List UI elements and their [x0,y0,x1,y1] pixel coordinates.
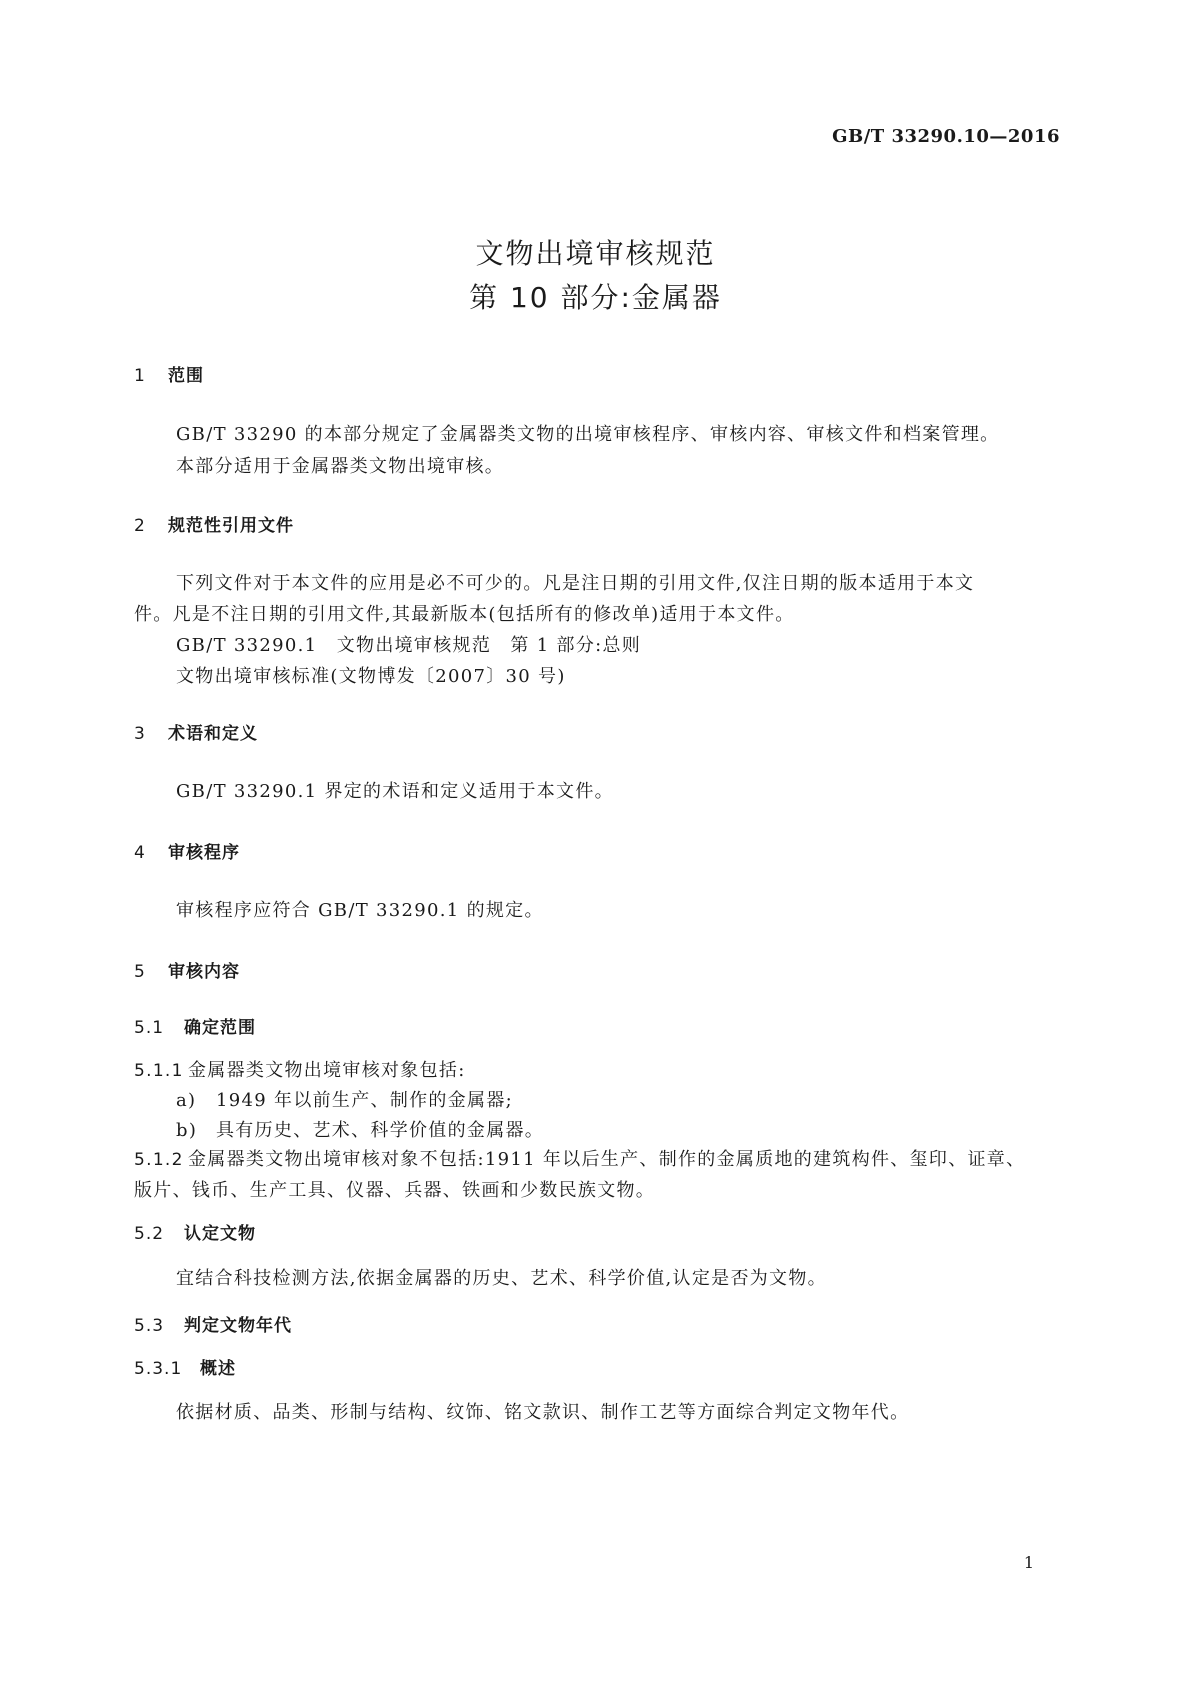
section-title: 范围 [168,366,204,386]
paragraph: 审核程序应符合 GB/T 33290.1 的规定。 [176,900,544,921]
paragraph: GB/T 33290.1 界定的术语和定义适用于本文件。 [176,781,614,802]
clause-number: 5.1.2 [134,1150,184,1170]
list-label: b) [176,1120,198,1141]
list-item [176,1116,544,1142]
clause-text: 金属器类文物出境审核对象包括: [188,1060,466,1081]
reference-item: 文物出境审核标准(文物博发〔2007〕30 号) [176,666,566,687]
section-title: 规范性引用文件 [168,516,294,536]
section-title: 概述 [200,1359,236,1379]
section-number: 2 [134,516,146,536]
section-title: 术语和定义 [168,724,258,744]
clause-5-1-2 [134,1145,1025,1171]
list-label: a) [176,1090,197,1111]
section-number: 5.2 [134,1224,165,1244]
paragraph: 件。凡是不注日期的引用文件,其最新版本(包括所有的修改单)适用于本文件。 [134,604,795,625]
section-1-heading [134,361,204,386]
section-title: 认定文物 [184,1224,256,1244]
list-item [176,1086,513,1112]
page-number: 1 [1023,1553,1034,1572]
section-5-2-heading [134,1219,256,1244]
section-title: 审核内容 [168,962,240,982]
section-number: 4 [134,843,146,863]
section-2-heading [134,511,294,536]
document-subtitle: 第 10 部分:金属器 [469,281,722,314]
paragraph: 本部分适用于金属器类文物出境审核。 [176,456,505,477]
section-5-1-heading [134,1013,256,1038]
section-number: 1 [134,366,146,386]
paragraph: 依据材质、品类、形制与结构、纹饰、铭文款识、制作工艺等方面综合判定文物年代。 [176,1402,910,1423]
section-5-3-1-heading [134,1354,236,1379]
section-5-heading [134,957,240,982]
paragraph: GB/T 33290 的本部分规定了金属器类文物的出境审核程序、审核内容、审核文件和档案管理。 [176,424,1000,445]
paragraph: 版片、钱币、生产工具、仪器、兵器、铁画和少数民族文物。 [134,1180,656,1201]
standard-code: GB/T 33290.10—2016 [832,126,1060,147]
section-title: 判定文物年代 [184,1316,292,1336]
section-number: 5 [134,962,146,982]
section-title: 确定范围 [184,1018,256,1038]
section-4-heading [134,838,240,863]
section-title: 审核程序 [168,843,240,863]
paragraph: 宜结合科技检测方法,依据金属器的历史、艺术、科学价值,认定是否为文物。 [176,1268,827,1289]
reference-item: GB/T 33290.1 文物出境审核规范 第 1 部分:总则 [176,635,642,656]
document-title: 文物出境审核规范 [475,237,716,270]
section-number: 5.3 [134,1316,165,1336]
clause-text: 金属器类文物出境审核对象不包括:1911 年以后生产、制作的金属质地的建筑构件、玺印、证章、 [188,1149,1026,1170]
section-number: 5.3.1 [134,1359,183,1379]
section-number: 5.1 [134,1018,165,1038]
section-3-heading [134,719,258,744]
clause-5-1-1 [134,1056,466,1082]
paragraph: 下列文件对于本文件的应用是必不可少的。凡是注日期的引用文件,仅注日期的版本适用于本文 [176,573,975,594]
section-number: 3 [134,724,146,744]
clause-number: 5.1.1 [134,1061,184,1081]
section-5-3-heading [134,1311,292,1336]
list-text: 1949 年以前生产、制作的金属器; [216,1090,513,1111]
list-text: 具有历史、艺术、科学价值的金属器。 [216,1120,545,1141]
